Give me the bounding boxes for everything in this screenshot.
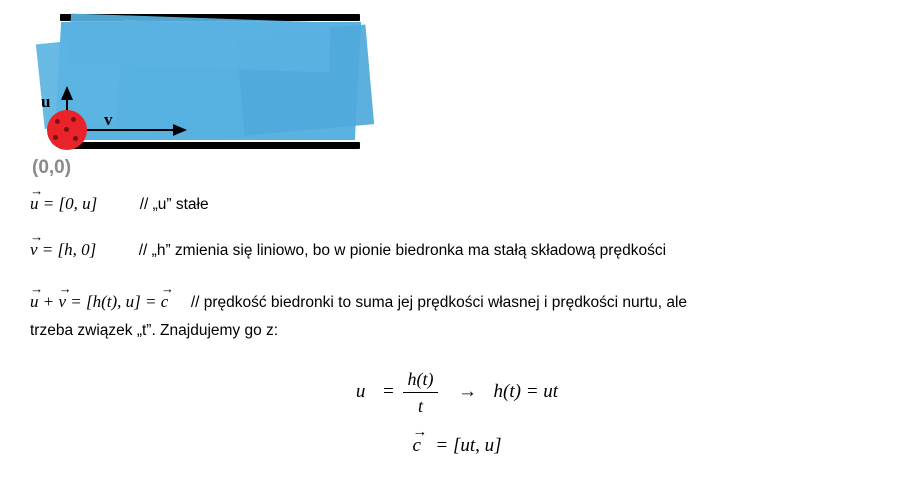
vector-u: → u	[30, 280, 44, 311]
axis-label-u: u	[41, 92, 51, 111]
ladybug-marker	[47, 110, 87, 150]
axis-label-v: v	[104, 110, 113, 129]
vector-u: → u	[30, 182, 44, 213]
equation-3-comment-continued: trzeba związek „t”. Znajdujemy go z:	[30, 322, 279, 339]
vector-arrow-icon: →	[412, 423, 428, 440]
equation-line-1	[30, 182, 209, 217]
equation-4-rhs: h(t) = ut	[493, 380, 559, 402]
ladybug-spot	[53, 135, 58, 140]
vector-c: → c	[412, 423, 428, 456]
equation-3-comment: // prędkość biedronki to suma jej prędkości własnej i prędkości nurtu, ale	[190, 294, 688, 311]
origin-label: (0,0)	[32, 157, 72, 178]
implies-arrow-icon: →	[458, 380, 478, 402]
vector-v: → v	[58, 280, 72, 311]
ladybug-spot	[64, 127, 69, 132]
ladybug-spot	[55, 119, 60, 124]
equation-line-5	[0, 423, 914, 458]
vector-arrow-icon: →	[30, 228, 44, 244]
equation-line-3	[30, 280, 890, 343]
vector-arrow-icon: →	[30, 182, 44, 198]
fraction-denominator: t	[418, 396, 424, 416]
ladybug-river-diagram	[0, 0, 914, 178]
equation-2-comment: // „h” zmienia się liniowo, bo w pionie biedronka ma stałą składową prędkości	[138, 242, 667, 259]
vector-c: → c	[160, 280, 175, 311]
equation-line-2	[30, 228, 667, 263]
ladybug-spot	[73, 136, 78, 141]
equation-3-middle: = [h(t), u] =	[70, 292, 157, 311]
equation-line-4	[0, 367, 914, 418]
equation-2-rhs: = [h, 0]	[41, 240, 97, 259]
vector-arrow-icon: →	[160, 280, 175, 296]
vector-arrow-icon: →	[30, 280, 44, 296]
equation-1-rhs: = [0, u]	[42, 194, 98, 213]
vector-arrow-icon: →	[58, 280, 72, 296]
equation-1-comment: // „u” stałe	[139, 196, 209, 213]
ladybug-spot	[71, 117, 76, 122]
plus-sign: +	[42, 292, 55, 311]
fraction-h-over-t	[403, 367, 437, 418]
equation-4-equals: =	[381, 380, 395, 402]
equation-4-lhs: u	[355, 380, 366, 402]
equation-5-rhs: = [ut, u]	[435, 435, 502, 456]
vector-arrows	[0, 0, 914, 175]
vector-v: → v	[30, 228, 44, 259]
fraction-numerator: h(t)	[403, 367, 437, 393]
